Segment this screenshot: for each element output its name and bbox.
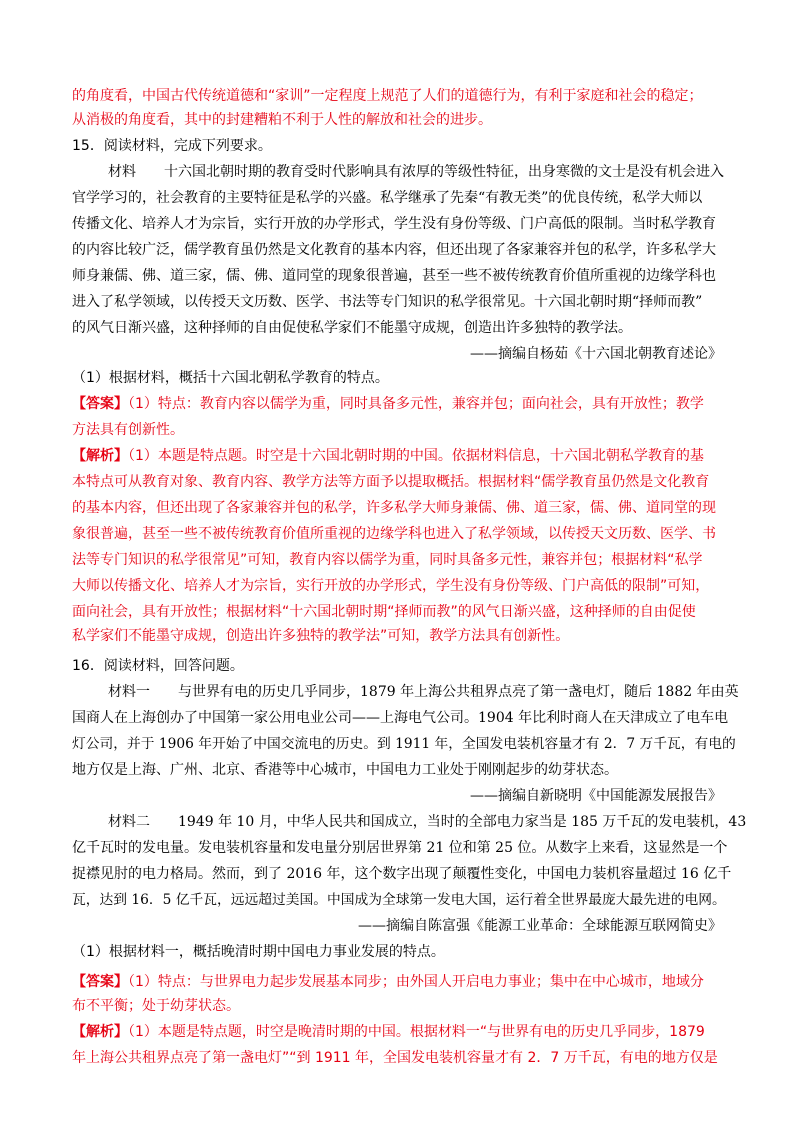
line-text: （1）根据材料一，概括晚清时期中国电力事业发展的特点。 [72, 944, 445, 960]
text-line [72, 942, 445, 962]
line-text: 法等专门知识的私学很常见”可知，教育内容以儒学为重，同时具备多元性，兼容并包；根据材料“私学 [72, 552, 703, 568]
line-text: 材料 十六国北朝时期的教育受时代影响具有浓厚的等级性特征，出身寒微的文士是没有机会进入 [108, 164, 724, 180]
line-text: 方法具有创新性。 [72, 422, 184, 438]
text-line [72, 240, 716, 260]
text-line [72, 420, 184, 440]
line-text: 15．阅读材料，完成下列要求。 [72, 138, 272, 154]
text-line [72, 734, 736, 754]
text-line [72, 266, 716, 286]
text-line [72, 602, 696, 622]
text-line [72, 292, 702, 312]
text-line [108, 812, 746, 832]
text-line [72, 318, 632, 338]
text-line [72, 394, 704, 414]
text-line [470, 786, 722, 806]
line-text: （1）本题是特点题，时空是晚清时期的中国。根据材料一“与世界有电的历史几乎同步，1879 [128, 1024, 705, 1040]
text-line [72, 136, 272, 156]
text-line [108, 682, 739, 702]
text-line [72, 368, 389, 388]
line-text: 亿千瓦时的发电量。发电装机容量和发电量分别居世界第 21 位和第 25 位。从数字上来看，这显然是一个 [72, 840, 728, 856]
text-line [72, 86, 703, 106]
line-text: 进入了私学领域，以传授天文历数、医学、书法等专门知识的私学很常见。十六国北朝时期“择师而教” [72, 294, 703, 310]
text-line [470, 344, 722, 364]
text-line [72, 110, 492, 130]
text-line [72, 708, 728, 728]
answer-tag: 【答案】 [72, 396, 128, 412]
answer-tag: 【解析】 [72, 1024, 128, 1040]
line-text: ——摘编自陈富强《能源工业革命：全球能源互联网简史》 [358, 918, 722, 934]
line-text: 本特点可从教育对象、教育内容、教学方法等方面予以提取概括。根据材料“儒学教育虽仍然是文化教育 [72, 474, 710, 490]
line-text: 地方仅是上海、广州、北京、香港等中心城市，中国电力工业处于刚刚起步的幼芽状态。 [72, 762, 618, 778]
text-line [72, 446, 704, 466]
line-text: 国商人在上海创办了中国第一家公用电业公司——上海电气公司。1904 年比利时商人在天津成立了电车电 [72, 710, 729, 726]
line-text: 16．阅读材料，回答问题。 [72, 658, 244, 674]
text-line [72, 1048, 718, 1068]
line-text: 象很普遍，甚至一些不被传统教育价值所重视的边缘学科也进入了私学领域，以传授天文历数、医学、书 [72, 526, 716, 542]
line-text: 的内容比较广泛，儒学教育虽仍然是文化教育的基本内容，但还出现了各家兼容并包的私学，许多私学大 [72, 242, 716, 258]
text-line [72, 760, 618, 780]
line-text: （1）特点：教育内容以儒学为重，同时具备多元性，兼容并包；面向社会，具有开放性；教学 [128, 396, 704, 412]
line-text: 从消极的角度看，其中的封建糟粕不利于人性的解放和社会的进步。 [72, 112, 492, 128]
line-text: 的风气日渐兴盛，这种择师的自由促使私学家们不能墨守成规，创造出许多独特的教学法。 [72, 320, 632, 336]
line-text: （1）本题是特点题。时空是十六国北朝时期的中国。依据材料信息，十六国北朝私学教育的基 [128, 448, 704, 464]
text-line [72, 1022, 705, 1042]
line-text: 师身兼儒、佛、道三家，儒、佛、道同堂的现象很普遍，甚至一些不被传统教育价值所重视的边缘学科也 [72, 268, 716, 284]
text-line [72, 972, 704, 992]
line-text: 灯公司，并于 1906 年开始了中国交流电的历史。到 1911 年，全国发电装机容量才有 2．7 万千瓦，有电的 [72, 736, 736, 752]
line-text: 传播文化、培养人才为宗旨，实行开放的办学形式，学生没有身份等级、门户高低的限制。当时私学教育 [72, 216, 716, 232]
line-text: 的角度看，中国古代传统道德和“家训”一定程度上规范了人们的道德行为，有利于家庭和社会的稳定； [72, 88, 703, 104]
line-text: ——摘编自新晓明《中国能源发展报告》 [470, 788, 722, 804]
text-line [72, 626, 569, 646]
line-text: 材料一 与世界有电的历史几乎同步，1879 年上海公共租界点亮了第一盏电灯，随后 1882 年由英 [108, 684, 739, 700]
line-text: （1）特点：与世界电力起步发展基本同步；由外国人开启电力事业；集中在中心城市，地域分 [128, 974, 704, 990]
line-text: 大师以传播文化、培养人才为宗旨，实行开放的办学形式，学生没有身份等级、门户高低的限制”可知， [72, 578, 710, 594]
text-line [72, 656, 244, 676]
text-line [72, 996, 240, 1016]
text-line [72, 498, 716, 518]
text-line [72, 890, 726, 910]
line-text: 私学家们不能墨守成规，创造出许多独特的教学法”可知，教学方法具有创新性。 [72, 628, 570, 644]
line-text: 布不平衡；处于幼芽状态。 [72, 998, 240, 1014]
text-line [72, 576, 709, 596]
answer-tag: 【解析】 [72, 448, 128, 464]
line-text: 年上海公共租界点亮了第一盏电灯”“到 1911 年，全国发电装机容量才有 2．7 万千瓦，有电的地方仅是 [72, 1050, 718, 1066]
line-text: 面向社会，具有开放性；根据材料“十六国北朝时期“择师而教”的风气日渐兴盛，这种择师的自由促使 [72, 604, 696, 620]
line-text: ——摘编自杨茹《十六国北朝教育述论》 [470, 346, 722, 362]
text-line [72, 472, 709, 492]
line-text: 瓦，达到 16．5 亿千瓦，远远超过美国。中国成为全球第一发电大国，运行着全世界最庞大最先进的电网。 [72, 892, 726, 908]
text-line [72, 838, 727, 858]
text-line [72, 214, 716, 234]
text-line [108, 162, 724, 182]
line-text: 的基本内容，但还出现了各家兼容并包的私学，许多私学大师身兼儒、佛、道三家，儒、佛、道同堂的现 [72, 500, 716, 516]
text-line [72, 188, 702, 208]
line-text: 捉襟见肘的电力格局。然而，到了 2016 年，这个数字出现了颠覆性变化，中国电力装机容量超过 16 亿千 [72, 866, 732, 882]
line-text: 官学学习的，社会教育的主要特征是私学的兴盛。私学继承了先秦“有教无类”的优良传统，私学大师以 [72, 190, 703, 206]
answer-tag: 【答案】 [72, 974, 128, 990]
line-text: （1）根据材料，概括十六国北朝私学教育的特点。 [72, 370, 389, 386]
text-line [358, 916, 722, 936]
line-text: 材料二 1949 年 10 月，中华人民共和国成立，当时的全部电力家当是 185 万千瓦的发电装机，43 [108, 814, 747, 830]
text-line [72, 550, 703, 570]
text-line [72, 524, 716, 544]
text-line [72, 864, 731, 884]
